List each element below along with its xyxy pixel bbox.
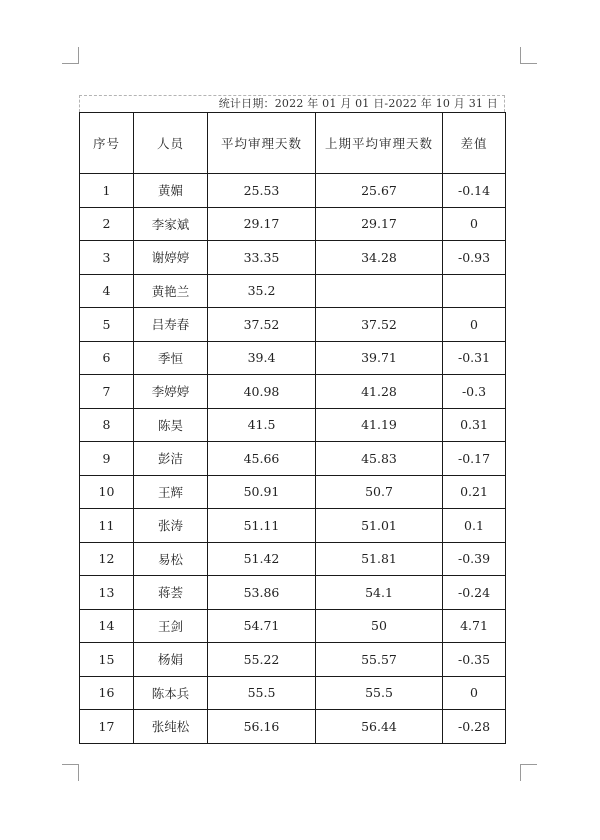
table-row [80,442,506,476]
table-row [80,509,506,543]
cell-difference: -0.35 [443,643,506,677]
header-person: 人员 [134,113,208,174]
cell-difference: 4.71 [443,609,506,643]
cell-index: 15 [80,643,134,677]
cell-index: 1 [80,174,134,208]
review-days-table [79,112,506,744]
cell-prev-avg-days: 39.71 [316,341,443,375]
cell-difference: -0.28 [443,710,506,744]
table-row [80,542,506,576]
table-row [80,576,506,610]
header-avg-days: 平均审理天数 [208,113,316,174]
cell-person: 易松 [134,542,208,576]
cell-avg-days: 33.35 [208,241,316,275]
cell-prev-avg-days: 29.17 [316,207,443,241]
crop-mark-bottom-right [520,764,537,781]
cell-index: 10 [80,475,134,509]
cell-avg-days: 51.42 [208,542,316,576]
cell-person: 蒋荟 [134,576,208,610]
cell-avg-days: 29.17 [208,207,316,241]
cell-prev-avg-days: 55.5 [316,676,443,710]
cell-person: 季恒 [134,341,208,375]
table-row [80,174,506,208]
cell-avg-days: 35.2 [208,274,316,308]
header-index: 序号 [80,113,134,174]
cell-avg-days: 50.91 [208,475,316,509]
cell-avg-days: 51.11 [208,509,316,543]
table-row [80,609,506,643]
cell-index: 12 [80,542,134,576]
cell-prev-avg-days: 50 [316,609,443,643]
cell-prev-avg-days: 41.19 [316,408,443,442]
cell-difference: 0 [443,207,506,241]
cell-prev-avg-days: 34.28 [316,241,443,275]
cell-index: 8 [80,408,134,442]
crop-mark-bottom-left [62,764,79,781]
cell-avg-days: 54.71 [208,609,316,643]
cell-avg-days: 53.86 [208,576,316,610]
cell-person: 陈昊 [134,408,208,442]
cell-prev-avg-days: 50.7 [316,475,443,509]
table-row [80,308,506,342]
cell-prev-avg-days: 37.52 [316,308,443,342]
crop-mark-top-left [62,47,79,64]
cell-difference: 0.31 [443,408,506,442]
cell-index: 6 [80,341,134,375]
table-row [80,241,506,275]
cell-difference [443,274,506,308]
cell-avg-days: 39.4 [208,341,316,375]
cell-prev-avg-days: 51.01 [316,509,443,543]
table-row [80,375,506,409]
cell-prev-avg-days: 55.57 [316,643,443,677]
table-row [80,676,506,710]
cell-difference: 0 [443,676,506,710]
table-row [80,207,506,241]
statistics-date-range: 统计日期：2022 年 01 月 01 日-2022 年 10 月 31 日 [79,95,505,112]
cell-index: 2 [80,207,134,241]
cell-difference: -0.17 [443,442,506,476]
cell-person: 李婷婷 [134,375,208,409]
cell-person: 李家斌 [134,207,208,241]
cell-person: 黄艳兰 [134,274,208,308]
table-row [80,643,506,677]
cell-index: 4 [80,274,134,308]
cell-person: 陈本兵 [134,676,208,710]
cell-person: 张涛 [134,509,208,543]
table-row [80,341,506,375]
cell-prev-avg-days: 51.81 [316,542,443,576]
cell-prev-avg-days: 25.67 [316,174,443,208]
table-row [80,274,506,308]
cell-index: 17 [80,710,134,744]
cell-difference: 0.1 [443,509,506,543]
cell-prev-avg-days: 54.1 [316,576,443,610]
crop-mark-top-right [520,47,537,64]
cell-difference: 0.21 [443,475,506,509]
cell-avg-days: 56.16 [208,710,316,744]
table-row [80,710,506,744]
cell-index: 7 [80,375,134,409]
cell-avg-days: 41.5 [208,408,316,442]
table-row [80,408,506,442]
cell-difference: -0.93 [443,241,506,275]
cell-prev-avg-days: 41.28 [316,375,443,409]
cell-person: 张纯松 [134,710,208,744]
cell-prev-avg-days [316,274,443,308]
table-header-row [80,113,506,174]
cell-difference: -0.31 [443,341,506,375]
table-body [80,174,506,744]
cell-index: 3 [80,241,134,275]
cell-avg-days: 40.98 [208,375,316,409]
cell-index: 14 [80,609,134,643]
cell-avg-days: 55.22 [208,643,316,677]
cell-person: 杨娟 [134,643,208,677]
cell-difference: -0.3 [443,375,506,409]
cell-index: 5 [80,308,134,342]
cell-prev-avg-days: 45.83 [316,442,443,476]
cell-avg-days: 55.5 [208,676,316,710]
cell-index: 11 [80,509,134,543]
cell-person: 王剑 [134,609,208,643]
cell-difference: -0.14 [443,174,506,208]
cell-index: 9 [80,442,134,476]
cell-avg-days: 45.66 [208,442,316,476]
cell-difference: -0.24 [443,576,506,610]
cell-index: 16 [80,676,134,710]
header-prev-avg-days: 上期平均审理天数 [316,113,443,174]
cell-index: 13 [80,576,134,610]
cell-person: 黄媚 [134,174,208,208]
cell-person: 彭洁 [134,442,208,476]
cell-difference: -0.39 [443,542,506,576]
cell-person: 王辉 [134,475,208,509]
header-difference: 差值 [443,113,506,174]
cell-avg-days: 37.52 [208,308,316,342]
table-row [80,475,506,509]
cell-difference: 0 [443,308,506,342]
cell-avg-days: 25.53 [208,174,316,208]
cell-person: 吕寿春 [134,308,208,342]
cell-prev-avg-days: 56.44 [316,710,443,744]
cell-person: 谢婷婷 [134,241,208,275]
